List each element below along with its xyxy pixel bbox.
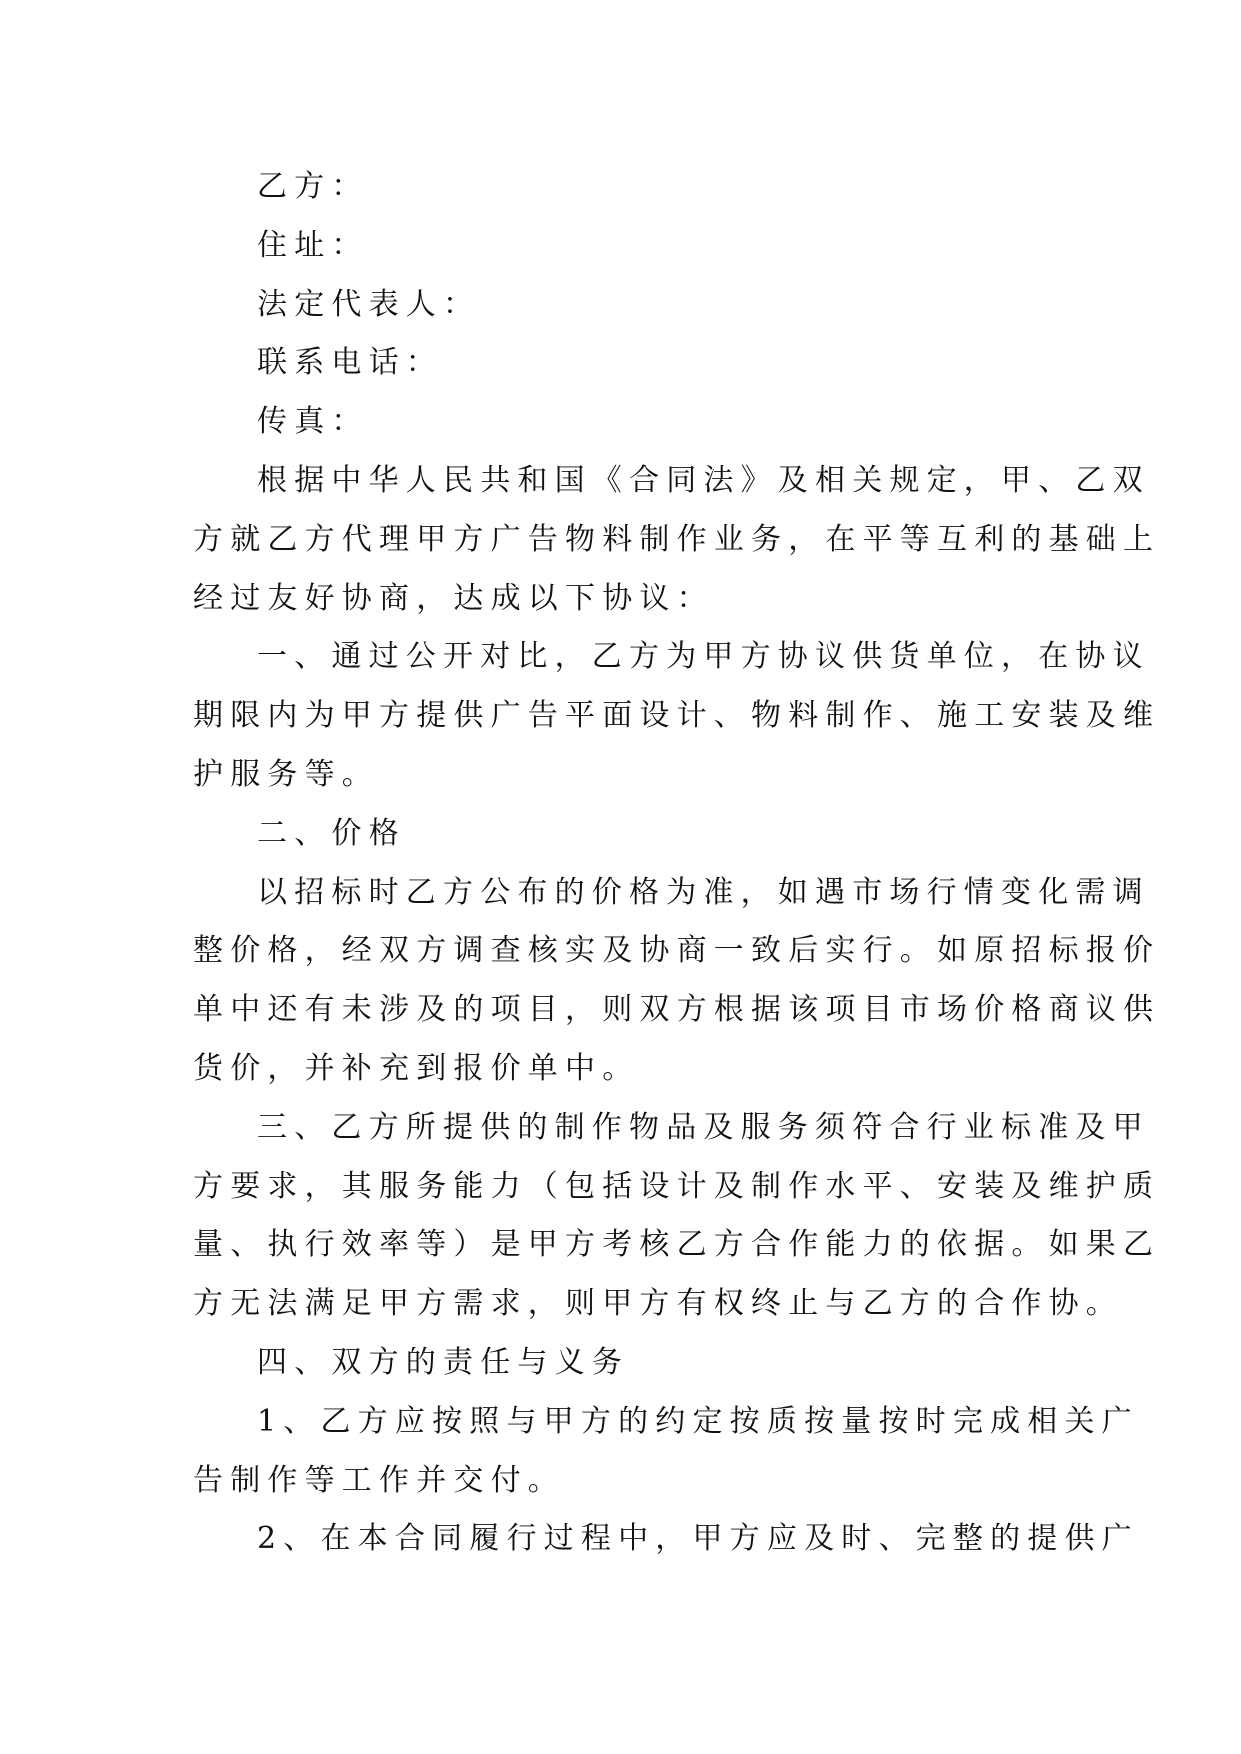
clause-1-line: 期限内为甲方提供广告平面设计、物料制作、施工安装及维	[193, 698, 1161, 734]
intro-line: 方就乙方代理甲方广告物料制作业务，在平等互利的基础上	[193, 521, 1161, 557]
clause-4-heading: 四、双方的责任与义务	[257, 1344, 629, 1380]
clause-1-line: 护服务等。	[193, 756, 379, 792]
contract-body	[193, 158, 1161, 1569]
clause-2-heading: 二、价格	[257, 815, 406, 851]
clause-3-line: 三、乙方所提供的制作物品及服务须符合行业标准及甲	[257, 1109, 1150, 1145]
clause-2-line: 货价，并补充到报价单中。	[193, 1050, 640, 1086]
clause-2-line: 以招标时乙方公布的价格为准，如遇市场行情变化需调	[257, 874, 1150, 910]
clause-2-line: 整价格，经双方调查核实及协商一致后实行。如原招标报价	[193, 933, 1161, 969]
clause-3-line: 方无法满足甲方需求，则甲方有权终止与乙方的合作协。	[193, 1286, 1123, 1322]
intro-line: 根据中华人民共和国《合同法》及相关规定，甲、乙双	[257, 462, 1150, 498]
legal-representative-label: 法定代表人：	[257, 286, 481, 322]
clause-3-line: 量、执行效率等）是甲方考核乙方合作能力的依据。如果乙	[193, 1227, 1161, 1263]
clause-1-line: 一、通过公开对比，乙方为甲方协议供货单位，在协议	[257, 639, 1150, 675]
address-label: 住址：	[257, 227, 369, 263]
intro-line: 经过友好协商，达成以下协议：	[193, 580, 714, 616]
clause-4-item-1-line: 1、乙方应按照与甲方的约定按质按量按时完成相关广	[257, 1403, 1139, 1439]
clause-4-item-2-line: 2、在本合同履行过程中，甲方应及时、完整的提供广	[257, 1521, 1139, 1557]
fax-label: 传真：	[257, 404, 369, 440]
clause-3-line: 方要求，其服务能力（包括设计及制作水平、安装及维护质	[193, 1168, 1161, 1204]
clause-2-line: 单中还有未涉及的项目，则双方根据该项目市场价格商议供	[193, 992, 1161, 1028]
clause-4-item-1-line: 告制作等工作并交付。	[193, 1462, 565, 1498]
party-b-label: 乙方：	[257, 169, 369, 204]
phone-label: 联系电话：	[257, 345, 443, 381]
